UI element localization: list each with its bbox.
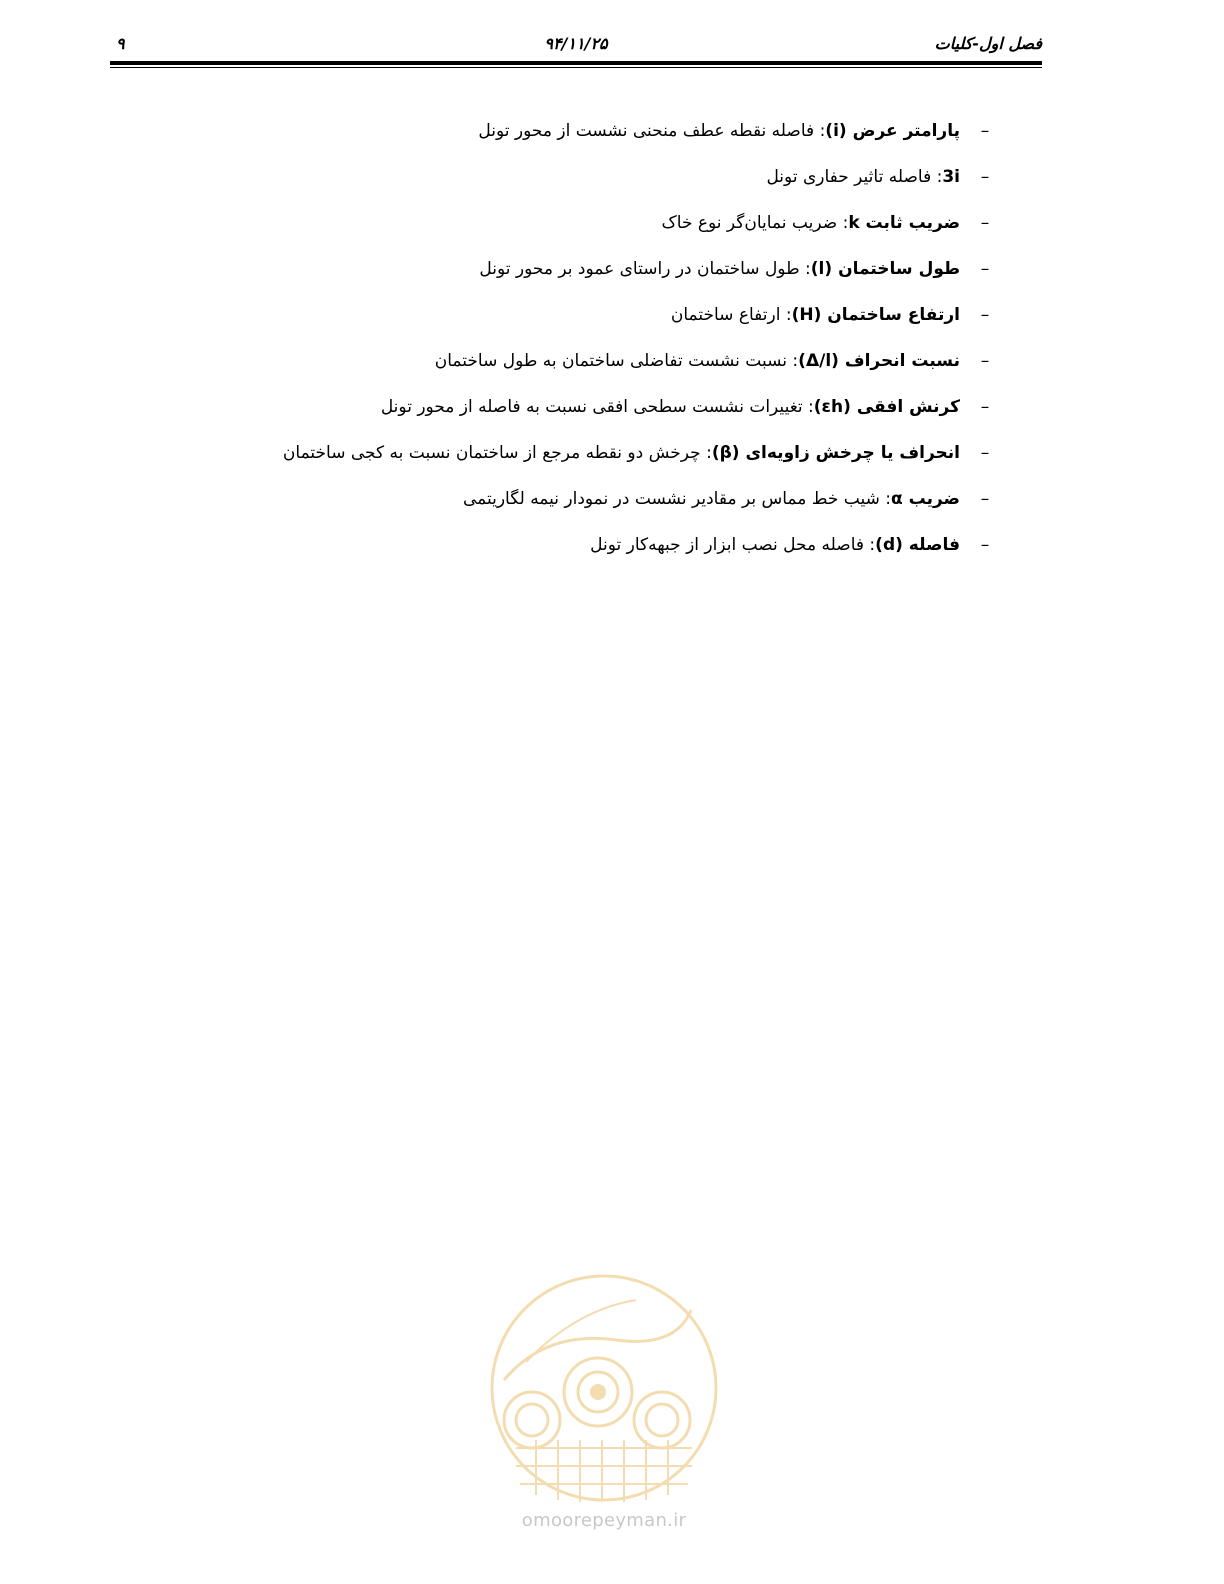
- bullet-dash: –: [980, 213, 990, 233]
- bullet-dash: –: [980, 167, 990, 187]
- bullet-dash: –: [980, 305, 990, 325]
- definition-term: پارامتر عرض (i): [825, 121, 960, 141]
- bullet-dash: –: [980, 397, 990, 417]
- definition-item: [102, 162, 1002, 208]
- watermark-logo-icon: [486, 1270, 722, 1506]
- definition-term: انحراف یا چرخش زاویه‌ای (β): [711, 443, 960, 463]
- definition-item: [102, 346, 1002, 392]
- definition-term: ضریب α: [891, 489, 960, 509]
- definition-item: [102, 484, 1002, 530]
- bullet-dash: –: [980, 259, 990, 279]
- definition-term: ارتفاع ساختمان (H): [791, 305, 960, 325]
- page-header: [110, 30, 1042, 60]
- bullet-dash: –: [980, 489, 990, 509]
- definition-description: : طول ساختمان در راستای عمود بر محور تونل: [479, 259, 811, 279]
- page-number: ۹: [116, 34, 125, 53]
- definition-list: [102, 116, 1002, 576]
- definition-description: : فاصله محل نصب ابزار از جبهه‌کار تونل: [590, 535, 876, 555]
- bullet-dash: –: [980, 535, 990, 555]
- definition-description: : چرخش دو نقطه مرجع از ساختمان نسبت به کجی ساختمان: [282, 443, 712, 463]
- definition-description: : تغییرات نشست سطحی افقی نسبت به فاصله از محور تونل: [380, 397, 814, 417]
- definition-term: 3i: [942, 167, 960, 187]
- watermark: [486, 1270, 722, 1542]
- bullet-dash: –: [980, 351, 990, 371]
- definition-description: : فاصله تاثیر حفاری تونل: [766, 167, 943, 187]
- definition-description: : شیب خط مماس بر مقادیر نشست در نمودار نیمه لگاریتمی: [462, 489, 891, 509]
- definition-description: : فاصله نقطه عطف منحنی نشست از محور تونل: [478, 121, 826, 141]
- definition-item: [102, 392, 1002, 438]
- definition-term: کرنش افقی (εh): [813, 397, 960, 417]
- header-rule-thick: [110, 61, 1042, 65]
- definition-item: [102, 530, 1002, 576]
- definition-term: فاصله (d): [875, 535, 960, 555]
- definition-description: : نسبت نشست تفاضلی ساختمان به طول ساختمان: [434, 351, 799, 371]
- bullet-dash: –: [980, 121, 990, 141]
- definition-item: [102, 254, 1002, 300]
- header-date: ۹۴/۱۱/۲۵: [544, 34, 608, 53]
- definition-term: نسبت انحراف (Δ/l): [798, 351, 960, 371]
- definition-item: [102, 438, 1002, 484]
- definition-description: : ضریب نمایان‌گر نوع خاک: [661, 213, 849, 233]
- header-rule-thin: [110, 67, 1042, 68]
- definition-item: [102, 300, 1002, 346]
- definition-item: [102, 208, 1002, 254]
- bullet-dash: –: [980, 443, 990, 463]
- watermark-url: omoorepeyman.ir: [521, 1510, 687, 1531]
- definition-description: : ارتفاع ساختمان: [670, 305, 792, 325]
- definition-term: طول ساختمان (l): [810, 259, 960, 279]
- chapter-title: فصل اول-کلیات: [934, 34, 1042, 53]
- definition-term: ضریب ثابت k: [848, 213, 960, 233]
- definition-item: [102, 116, 1002, 162]
